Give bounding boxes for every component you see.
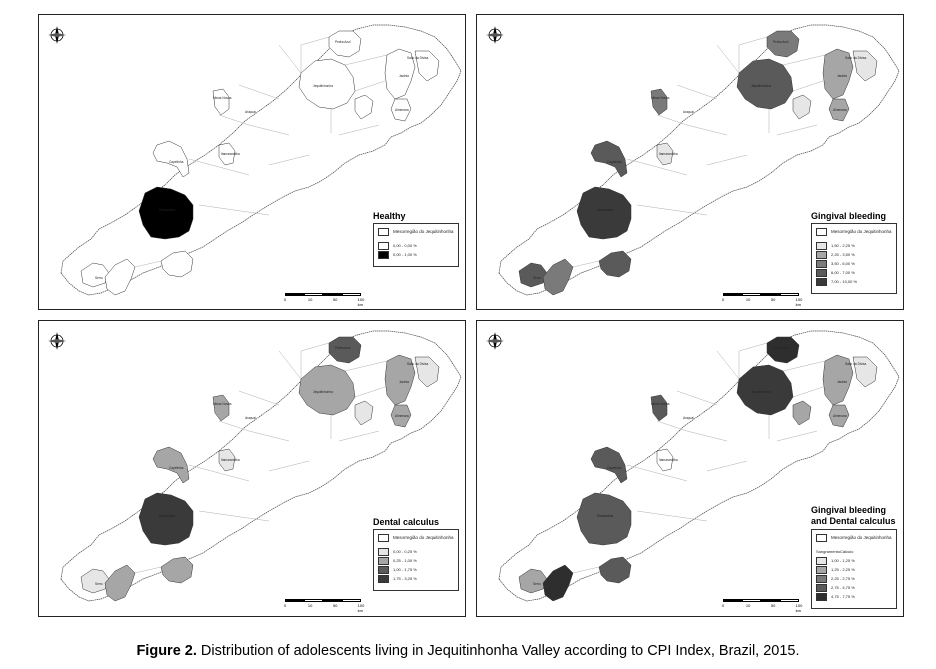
municipality-border <box>717 351 739 379</box>
legend-item <box>816 269 855 276</box>
legend-item <box>816 593 855 600</box>
municipality-label: Minas Novas <box>651 402 670 406</box>
municipality-label: Minas Novas <box>213 402 232 406</box>
map-legend <box>811 529 897 609</box>
legend-swatch <box>816 228 827 236</box>
legend-item-label: 0,00 - 0,00 % <box>393 243 417 248</box>
scale-label: 10 <box>745 297 751 302</box>
municipality-label: Diamantina <box>159 208 176 212</box>
municipality-region <box>591 141 627 177</box>
municipality-label: Serro <box>95 582 103 586</box>
legend-swatch <box>378 575 389 583</box>
scale-label: 50 <box>332 603 338 608</box>
legend-item-label: 6,00 - 7,00 % <box>831 270 855 275</box>
legend-swatch <box>816 269 827 277</box>
legend-swatch <box>378 242 389 250</box>
legend-swatch <box>816 278 827 286</box>
legend-item-label: 2,75 - 4,75 % <box>831 585 855 590</box>
municipality-label: Araçuaí <box>683 110 694 114</box>
legend-header <box>816 228 892 235</box>
scale-bar <box>283 293 365 307</box>
municipality-label: Salto da Divisa <box>407 362 429 366</box>
legend-header <box>378 534 454 541</box>
legend-header-text: Mesorregião do Jequitinhonha <box>393 229 454 234</box>
legend-swatch <box>816 584 827 592</box>
legend-subheader: SangramentoCálculo <box>816 549 854 554</box>
municipality-region <box>577 493 631 545</box>
map-legend <box>373 223 459 267</box>
legend-item-label: 0,00 - 0,25 % <box>393 549 417 554</box>
legend-item <box>816 575 855 582</box>
scale-bar <box>721 599 803 613</box>
municipality-border <box>657 421 687 431</box>
map-legend <box>373 529 459 591</box>
municipality-border <box>219 421 249 431</box>
map-panel-bleeding-and-calculus <box>476 320 904 617</box>
municipality-label: Almenara <box>395 108 409 112</box>
municipality-label: Serro <box>533 276 541 280</box>
legend-title: Gingival bleeding <box>811 211 887 221</box>
map-panel-gingival-bleeding <box>476 14 904 310</box>
municipality-label: Jequitinhonha <box>751 84 771 88</box>
municipality-label: Jacinto <box>837 380 848 384</box>
municipality-border <box>219 115 249 125</box>
scale-label: 50 <box>332 297 338 302</box>
scale-label: 100 km <box>357 297 365 307</box>
legend-item <box>816 260 855 267</box>
figure-caption-text: Distribution of adolescents living in Jequitinhonha Valley according to CPI Index, Brazil, 2015. <box>200 643 800 659</box>
municipality-label: Itamarandiba <box>659 458 678 462</box>
scale-label: 10 <box>745 603 751 608</box>
municipality-label: Pedra Azul <box>335 40 351 44</box>
municipality-label: Pedra Azul <box>773 346 789 350</box>
legend-item <box>816 566 855 573</box>
legend-header-text: Mesorregião do Jequitinhonha <box>393 535 454 540</box>
legend-swatch <box>816 575 827 583</box>
municipality-label: Jequitinhonha <box>313 84 333 88</box>
municipality-label: Minas Novas <box>213 96 232 100</box>
municipality-region <box>577 187 631 239</box>
municipality-label: Araçuaí <box>245 416 256 420</box>
legend-item <box>378 242 417 249</box>
municipality-border <box>677 85 717 99</box>
legend-item <box>816 557 855 564</box>
legend-swatch <box>378 557 389 565</box>
legend-swatch <box>378 534 389 542</box>
municipality-border <box>239 391 279 405</box>
legend-item <box>816 251 855 258</box>
legend-item <box>378 548 417 555</box>
legend-item <box>378 557 417 564</box>
municipality-label: Salto da Divisa <box>845 56 867 60</box>
municipality-region <box>651 89 667 115</box>
legend-item <box>816 278 857 285</box>
municipality-border <box>657 115 687 125</box>
legend-swatch <box>816 260 827 268</box>
legend-item-label: 2,25 - 3,50 % <box>831 252 855 257</box>
legend-item-label: 2,25 - 2,75 % <box>831 576 855 581</box>
legend-title: Dental calculus <box>373 517 440 527</box>
legend-item-label: 0,00 - 1,00 % <box>393 252 417 257</box>
municipality-region <box>139 187 193 239</box>
legend-swatch <box>378 228 389 236</box>
municipality-border <box>239 85 279 99</box>
municipality-label: Pedra Azul <box>335 346 351 350</box>
municipality-label: Capelinha <box>607 160 622 164</box>
municipality-region <box>213 89 229 115</box>
legend-item-label: 3,50 - 6,00 % <box>831 261 855 266</box>
map-panel-healthy <box>38 14 466 310</box>
municipality-label: Minas Novas <box>651 96 670 100</box>
scale-bar <box>721 293 803 307</box>
scale-label: 100 km <box>357 603 365 613</box>
legend-item <box>816 584 855 591</box>
municipality-label: Diamantina <box>159 514 176 518</box>
north-arrow-icon <box>47 25 67 45</box>
scale-label: 0 <box>283 297 287 302</box>
scale-label: 100 km <box>795 297 803 307</box>
legend-swatch <box>816 566 827 574</box>
legend-swatch <box>816 557 827 565</box>
legend-item <box>378 566 417 573</box>
legend-swatch <box>816 534 827 542</box>
map-panel-dental-calculus <box>38 320 466 617</box>
municipality-border <box>279 351 301 379</box>
legend-item-label: 7,00 - 10,00 % <box>831 279 858 284</box>
legend-header <box>816 534 892 541</box>
legend-item-label: 1,25 - 2,25 % <box>831 567 855 572</box>
scale-label: 0 <box>721 297 725 302</box>
legend-header <box>378 228 454 235</box>
municipality-region <box>651 395 667 421</box>
legend-swatch <box>816 251 827 259</box>
figure-label: Figure 2. <box>136 643 197 659</box>
municipality-label: Araçuaí <box>245 110 256 114</box>
municipality-label: Itamarandiba <box>659 152 678 156</box>
legend-header-text: Mesorregião do Jequitinhonha <box>831 535 892 540</box>
legend-title: Healthy <box>373 211 406 221</box>
scale-bar <box>283 599 365 613</box>
scale-label: 50 <box>770 603 776 608</box>
legend-title: Gingival bleeding and Dental calculus <box>811 505 896 526</box>
legend-swatch <box>378 251 389 259</box>
municipality-border <box>279 45 301 73</box>
legend-item <box>378 251 417 258</box>
municipality-label: Salto da Divisa <box>845 362 867 366</box>
municipality-label: Serro <box>533 582 541 586</box>
municipality-region <box>213 395 229 421</box>
legend-item-label: 0,25 - 1,00 % <box>393 558 417 563</box>
municipality-label: Jacinto <box>399 380 410 384</box>
municipality-label: Salto da Divisa <box>407 56 429 60</box>
legend-swatch <box>816 593 827 601</box>
north-arrow-icon <box>485 331 505 351</box>
municipality-region <box>591 447 627 483</box>
municipality-label: Itamarandiba <box>221 458 240 462</box>
municipality-label: Jequitinhonha <box>751 390 771 394</box>
legend-item-label: 1,75 - 3,25 % <box>393 576 417 581</box>
legend-swatch <box>378 548 389 556</box>
map-legend <box>811 223 897 294</box>
legend-item-label: 1,00 - 1,25 % <box>831 558 855 563</box>
legend-swatch <box>816 242 827 250</box>
municipality-label: Almenara <box>395 414 409 418</box>
scale-label: 50 <box>770 297 776 302</box>
municipality-border <box>717 45 739 73</box>
municipality-label: Itamarandiba <box>221 152 240 156</box>
north-arrow-icon <box>47 331 67 351</box>
municipality-label: Diamantina <box>597 514 614 518</box>
municipality-label: Jacinto <box>837 74 848 78</box>
municipality-label: Capelinha <box>607 466 622 470</box>
municipality-region <box>139 493 193 545</box>
scale-label: 10 <box>307 297 313 302</box>
legend-header-text: Mesorregião do Jequitinhonha <box>831 229 892 234</box>
scale-label: 0 <box>283 603 287 608</box>
legend-item-label: 4,75 - 7,75 % <box>831 594 855 599</box>
municipality-border <box>677 391 717 405</box>
municipality-region <box>153 141 189 177</box>
municipality-label: Serro <box>95 276 103 280</box>
legend-swatch <box>378 566 389 574</box>
scale-label: 10 <box>307 603 313 608</box>
municipality-label: Capelinha <box>169 160 184 164</box>
legend-item <box>378 575 417 582</box>
scale-label: 100 km <box>795 603 803 613</box>
municipality-label: Diamantina <box>597 208 614 212</box>
legend-item-label: 1,00 - 1,75 % <box>393 567 417 572</box>
north-arrow-icon <box>485 25 505 45</box>
scale-label: 0 <box>721 603 725 608</box>
municipality-label: Jacinto <box>399 74 410 78</box>
municipality-label: Capelinha <box>169 466 184 470</box>
figure-caption <box>0 643 936 659</box>
municipality-region <box>153 447 189 483</box>
legend-item-label: 1,50 - 2,25 % <box>831 243 855 248</box>
municipality-label: Pedra Azul <box>773 40 789 44</box>
municipality-label: Jequitinhonha <box>313 390 333 394</box>
municipality-label: Araçuaí <box>683 416 694 420</box>
legend-item <box>816 242 855 249</box>
municipality-label: Almenara <box>833 108 847 112</box>
municipality-label: Almenara <box>833 414 847 418</box>
